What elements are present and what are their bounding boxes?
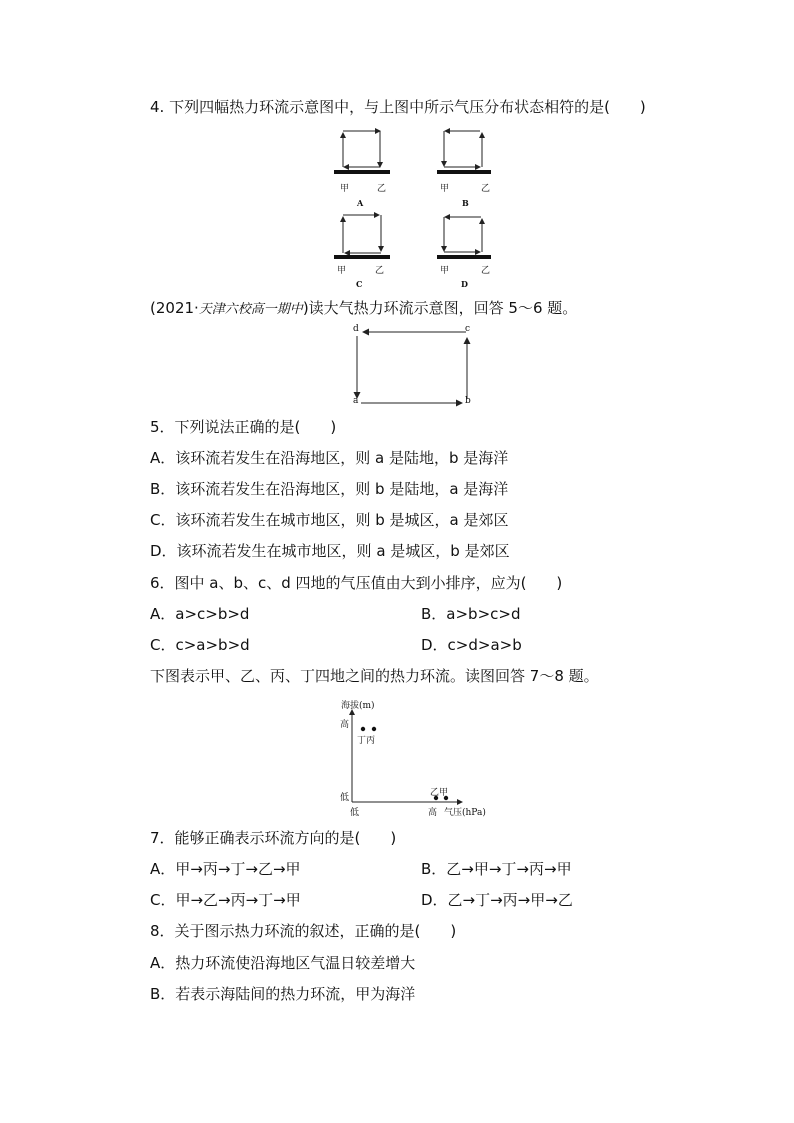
fig-5-6 <box>0 322 794 412</box>
diagram-a-left-label: 甲 <box>340 184 350 194</box>
intro-prefix: (2021· <box>150 299 199 317</box>
point-d-label: d <box>353 324 359 334</box>
diagram-c-right-label: 乙 <box>375 266 385 276</box>
q7-option-d: D．乙→丁→丙→甲→乙 <box>421 891 573 909</box>
q5-option-d: D．该环流若发生在城市地区，则 a 是城区，b 是郊区 <box>150 542 510 560</box>
q7-option-b: B．乙→甲→丁→丙→甲 <box>421 860 572 878</box>
intro-7-8: 下图表示甲、乙、丙、丁四地之间的热力环流。读图回答 7～8 题。 <box>150 667 599 685</box>
point-c-label: c <box>465 324 471 334</box>
diagram-d-letter: D <box>461 279 468 289</box>
q6-option-c: C．c>a>b>d <box>150 636 250 654</box>
diagram-b-letter: B <box>462 198 469 208</box>
diagram-d <box>437 217 491 259</box>
intro-source: 天津六校高一期中 <box>198 302 303 317</box>
point-b-label: b <box>465 396 471 406</box>
diagram-d-right-label: 乙 <box>481 266 491 276</box>
question-7-text: 7．能够正确表示环流方向的是( ) <box>150 829 397 847</box>
question-4-text: 4. 下列四幅热力环流示意图中，与上图中所示气压分布状态相符的是( ) <box>150 98 646 116</box>
y-low-label: 低 <box>340 793 350 803</box>
x-axis-label: 气压(hPa) <box>444 808 486 818</box>
q8-option-a: A．热力环流使沿海地区气温日较差增大 <box>150 954 416 972</box>
question-6-text: 6．图中 a、b、c、d 四地的气压值由大到小排序，应为( ) <box>150 574 563 592</box>
q5-option-a: A．该环流若发生在沿海地区，则 a 是陆地，b 是海洋 <box>150 449 509 467</box>
q5-option-c: C．该环流若发生在城市地区，则 b 是城区，a 是郊区 <box>150 511 509 529</box>
origin-low-label: 低 <box>350 808 360 818</box>
q6-option-a: A．a>c>b>d <box>150 605 250 623</box>
diagram-c-letter: C <box>356 279 363 289</box>
q7-option-a: A．甲→丙→丁→乙→甲 <box>150 860 301 878</box>
diagram-a <box>334 131 390 174</box>
y-axis-label: 海拔(m) <box>341 701 375 711</box>
q8-option-b: B．若表示海陆间的热力环流，甲为海洋 <box>150 985 416 1003</box>
q6-option-b: B．a>b>c>d <box>421 605 521 623</box>
intro-suffix: )读大气热力环流示意图，回答 5～6 题。 <box>302 299 578 317</box>
bottom-points-label: 乙甲 <box>430 788 449 798</box>
top-points-label: 丁丙 <box>357 736 376 746</box>
diagram-d-left-label: 甲 <box>440 266 450 276</box>
y-high-label: 高 <box>340 720 350 730</box>
point-ding <box>361 727 365 731</box>
point-a-label: a <box>353 396 359 406</box>
q7-option-c: C．甲→乙→丙→丁→甲 <box>150 891 301 909</box>
diagram-b <box>437 131 491 174</box>
x-high-label: 高 <box>428 808 438 818</box>
diagram-c <box>334 215 390 259</box>
q5-option-b: B．该环流若发生在沿海地区，则 b 是陆地，a 是海洋 <box>150 480 509 498</box>
diagram-a-letter: A <box>357 198 364 208</box>
fig-7-8 <box>0 692 794 822</box>
question-5-text: 5．下列说法正确的是( ) <box>150 418 337 436</box>
question-8-text: 8．关于图示热力环流的叙述，正确的是( ) <box>150 922 457 940</box>
q6-option-d: D．c>d>a>b <box>421 636 522 654</box>
point-bing <box>372 727 376 731</box>
diagram-b-left-label: 甲 <box>440 184 450 194</box>
diagram-c-left-label: 甲 <box>337 266 347 276</box>
intro-5-6 <box>150 298 577 320</box>
diagram-a-right-label: 乙 <box>377 184 387 194</box>
q4-diagrams <box>0 0 794 300</box>
diagram-b-right-label: 乙 <box>481 184 491 194</box>
